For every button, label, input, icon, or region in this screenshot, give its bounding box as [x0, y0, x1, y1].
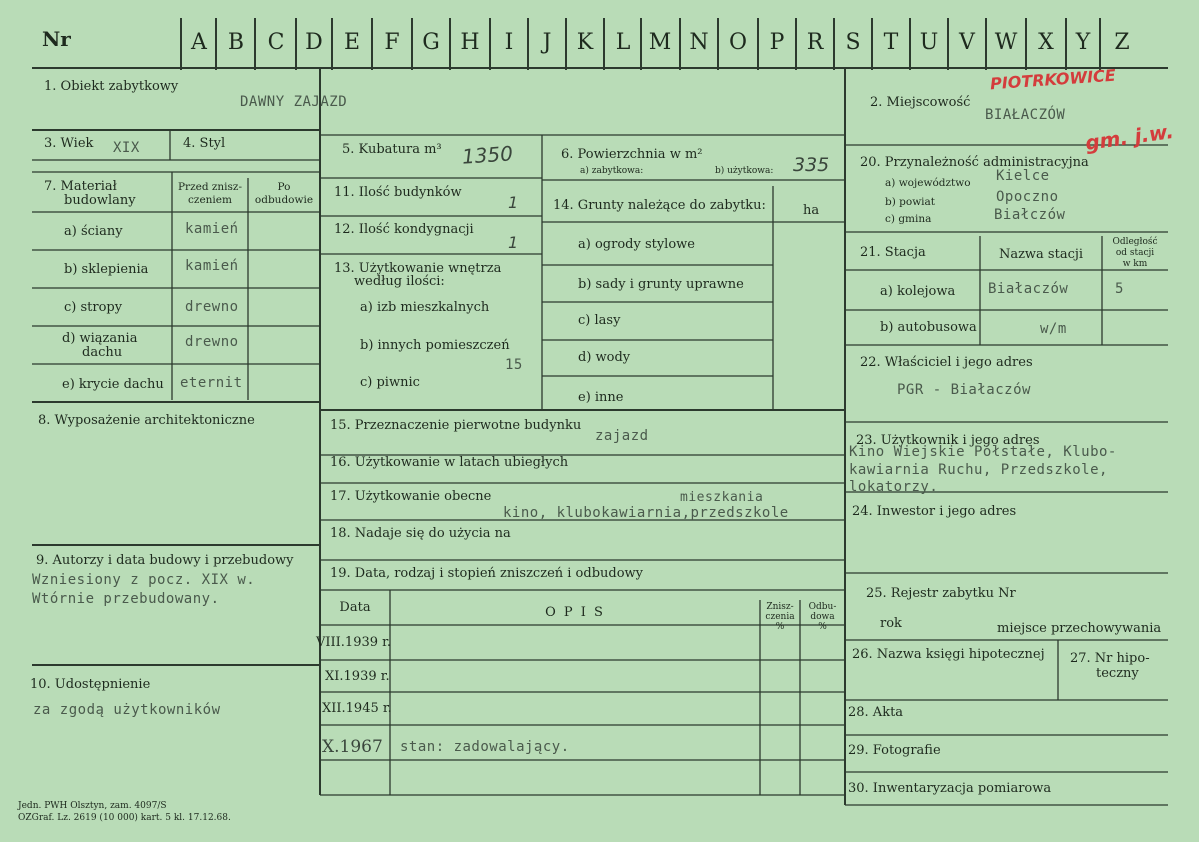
- f14-b: b) sady i grunty uprawne: [578, 277, 744, 292]
- f7-row-a-value: kamień: [185, 221, 239, 237]
- f3-value: XIX: [113, 140, 140, 156]
- f2-label: 2. Miejscowość: [870, 95, 971, 110]
- f15-value: zajazd: [595, 428, 649, 444]
- f25-rok: rok: [880, 616, 902, 631]
- f20-c-value: Białczów: [994, 207, 1066, 223]
- f7-row-a-label: a) ściany: [64, 224, 123, 239]
- f1-value: DAWNY ZAJAZD: [240, 94, 348, 110]
- letter-i: I: [504, 30, 514, 55]
- letter-l: L: [615, 30, 631, 55]
- letter-v: V: [959, 30, 975, 55]
- f27-label-2: teczny: [1096, 666, 1139, 681]
- f20-c: c) gmina: [885, 213, 932, 225]
- f7-row-d-label-1: d) wiązania: [62, 331, 138, 346]
- f4-label: 4. Styl: [183, 136, 226, 151]
- f19-col-o3: %: [818, 622, 827, 632]
- f7-col-after-2: odbudowie: [254, 194, 314, 206]
- f7-row-d-label-2: dachu: [82, 345, 123, 360]
- letter-j: J: [542, 30, 552, 55]
- letter-a: A: [191, 30, 207, 55]
- f19-col-date: Data: [339, 600, 371, 615]
- f21-a-name: Białaczów: [988, 281, 1069, 297]
- f7-row-c-value: drewno: [185, 299, 239, 315]
- f6-sub-a: a) zabytkowa:: [580, 166, 644, 176]
- f21-col-dist-2: od stacji: [1115, 248, 1155, 258]
- f7-label-1: 7. Materiał: [44, 179, 117, 194]
- f19-row-1-date: VIII.1939 r.: [316, 635, 392, 650]
- letter-n: N: [689, 30, 709, 55]
- f19-col-o1: Odbu-: [808, 602, 837, 612]
- f3-label: 3. Wiek: [44, 136, 94, 151]
- f14-a: a) ogrody stylowe: [578, 237, 695, 252]
- f26-label: 26. Nazwa księgi hipotecznej: [852, 647, 1045, 662]
- f19-row-2-date: XI.1939 r.: [325, 669, 390, 684]
- letter-r: R: [806, 30, 824, 55]
- f19-col-desc: O P I S: [545, 605, 605, 620]
- f9-line-2: Wtórnie przebudowany.: [32, 591, 220, 607]
- f19-col-z1: Znisz-: [766, 602, 794, 612]
- f10-value: za zgodą użytkowników: [33, 702, 221, 718]
- f7-col-before-1: Przed znisz-: [177, 181, 242, 193]
- f21-b: b) autobusowa: [880, 320, 977, 335]
- f25-miejsce: miejsce przechowywania: [997, 621, 1162, 636]
- f19-label: 19. Data, rodzaj i stopień zniszczeń i odbudowy: [330, 566, 644, 581]
- f2-red-note-2: gm. j.w.: [1083, 118, 1176, 156]
- letter-u: U: [919, 30, 939, 55]
- f17-label: 17. Użytkowanie obecne: [330, 489, 492, 504]
- letter-y: Y: [1075, 30, 1091, 55]
- f22-label: 22. Właściciel i jego adres: [860, 355, 1033, 370]
- letter-h: H: [460, 30, 480, 55]
- f21-label: 21. Stacja: [860, 245, 926, 260]
- letter-e: E: [343, 30, 361, 55]
- f7-row-b-label: b) sklepienia: [64, 262, 149, 277]
- f20-a: a) województwo: [885, 177, 971, 189]
- f15-label: 15. Przeznaczenie pierwotne budynku: [330, 418, 582, 433]
- f12-label: 12. Ilość kondygnacji: [334, 222, 474, 237]
- f27-label-1: 27. Nr hipo-: [1070, 651, 1150, 666]
- f16-label: 16. Użytkowanie w latach ubiegłych: [330, 455, 569, 470]
- f9-label: 9. Autorzy i data budowy i przebudowy: [36, 553, 294, 568]
- f7-col-before-2: czeniem: [188, 194, 232, 206]
- f17-value: kino, klubokawiarnia,przedszkole: [503, 505, 789, 521]
- f14-e: e) inne: [578, 390, 624, 405]
- f7-row-d-value: drewno: [185, 334, 239, 350]
- f5-value: 1350: [461, 141, 514, 169]
- f18-label: 18. Nadaje się do użycia na: [330, 526, 511, 541]
- letter-s: S: [845, 30, 861, 55]
- f10-label: 10. Udostępnienie: [30, 677, 151, 692]
- letter-x: X: [1038, 30, 1054, 55]
- f21-a-dist: 5: [1115, 281, 1124, 297]
- f21-col-dist-1: Odległość: [1112, 237, 1158, 247]
- f20-b-value: Opoczno: [996, 189, 1059, 205]
- f21-col-name: Nazwa stacji: [998, 247, 1084, 262]
- f23-line-3: lokatorzy.: [849, 479, 939, 495]
- f19-col-z3: %: [775, 622, 785, 632]
- letter-b: B: [227, 30, 245, 55]
- f6-sub-b: b) użytkowa:: [715, 166, 774, 176]
- f14-unit: ha: [803, 203, 820, 218]
- f29-label: 29. Fotografie: [848, 743, 941, 758]
- f14-d: d) wody: [578, 350, 631, 365]
- f21-b-name: w/m: [1040, 321, 1067, 337]
- f5-label: 5. Kubatura m³: [342, 142, 442, 157]
- letter-z: Z: [1114, 30, 1130, 55]
- f19-row-4-date: X.1967: [322, 737, 383, 757]
- f13-c: c) piwnic: [360, 375, 420, 390]
- footer-line-2: OZGraf. Lz. 2619 (10 000) kart. 5 kl. 17.12.68.: [18, 813, 231, 823]
- f20-label: 20. Przynależność administracyjna: [860, 155, 1089, 170]
- f23-line-1: Kino Wiejskie Półstałe, Klubo-: [849, 444, 1117, 460]
- f19-row-4-desc: stan: zadowalający.: [400, 739, 570, 755]
- f14-label: 14. Grunty należące do zabytku:: [553, 198, 766, 213]
- letter-m: M: [648, 30, 672, 55]
- footer-line-1: Jedn. PWH Olsztyn, zam. 4097/S: [18, 801, 167, 811]
- letter-d: D: [305, 30, 323, 55]
- f7-row-e-label: e) krycie dachu: [62, 377, 164, 392]
- f8-label: 8. Wyposażenie architektoniczne: [38, 413, 255, 428]
- index-letters: [0, 14, 1199, 64]
- f11-value: 1: [508, 193, 519, 212]
- letter-o: O: [728, 30, 748, 55]
- f11-label: 11. Ilość budynków: [334, 185, 462, 200]
- nr-label: Nr: [42, 27, 71, 51]
- f13-a: a) izb mieszkalnych: [360, 300, 490, 315]
- f12-value: 1: [508, 233, 519, 252]
- f13-b: b) innych pomieszczeń: [360, 338, 510, 353]
- f25-label: 25. Rejestr zabytku Nr: [866, 586, 1016, 601]
- f19-col-o2: dowa: [810, 612, 835, 622]
- f9-line-1: Wzniesiony z pocz. XIX w.: [32, 572, 256, 588]
- f20-a-value: Kielce: [996, 168, 1050, 184]
- f7-row-e-value: eternit: [180, 375, 243, 391]
- f21-a: a) kolejowa: [880, 284, 956, 299]
- f2-value: BIAŁACZÓW: [985, 107, 1066, 123]
- letter-w: W: [994, 30, 1018, 55]
- f21-col-dist-3: w km: [1122, 259, 1148, 269]
- f17-value-upper: mieszkania: [680, 490, 764, 505]
- f20-b: b) powiat: [885, 196, 936, 208]
- f13-label-2: według ilości:: [354, 274, 445, 289]
- f13-b-value: 15: [505, 357, 523, 373]
- f7-row-c-label: c) stropy: [64, 300, 123, 315]
- f6-value-b: 335: [793, 154, 830, 176]
- f22-value: PGR - Białaczów: [897, 382, 1031, 398]
- f19-row-3-date: XII.1945 r.: [322, 701, 392, 716]
- f6-label: 6. Powierzchnia w m²: [561, 147, 703, 162]
- letter-p: P: [769, 30, 785, 55]
- f13-label-1: 13. Użytkowanie wnętrza: [334, 261, 502, 276]
- f23-label: 23. Użytkownik i jego adres: [856, 433, 1040, 448]
- letter-c: C: [267, 30, 285, 55]
- f1-label: 1. Obiekt zabytkowy: [44, 79, 179, 94]
- f28-label: 28. Akta: [848, 705, 904, 720]
- letter-k: K: [576, 30, 594, 55]
- f14-c: c) lasy: [578, 313, 621, 328]
- f7-row-b-value: kamień: [185, 258, 239, 274]
- letter-t: T: [883, 30, 899, 55]
- f2-red-note: PIOTRKOWICE: [989, 65, 1117, 94]
- f19-col-z2: czenia: [765, 612, 795, 622]
- f7-label-2: budowlany: [64, 193, 136, 208]
- f24-label: 24. Inwestor i jego adres: [852, 504, 1017, 519]
- letter-f: F: [384, 30, 400, 55]
- letter-g: G: [422, 30, 440, 55]
- f30-label: 30. Inwentaryzacja pomiarowa: [848, 781, 1052, 796]
- f23-line-2: kawiarnia Ruchu, Przedszkole,: [849, 462, 1108, 478]
- f7-col-after-1: Po: [277, 181, 291, 193]
